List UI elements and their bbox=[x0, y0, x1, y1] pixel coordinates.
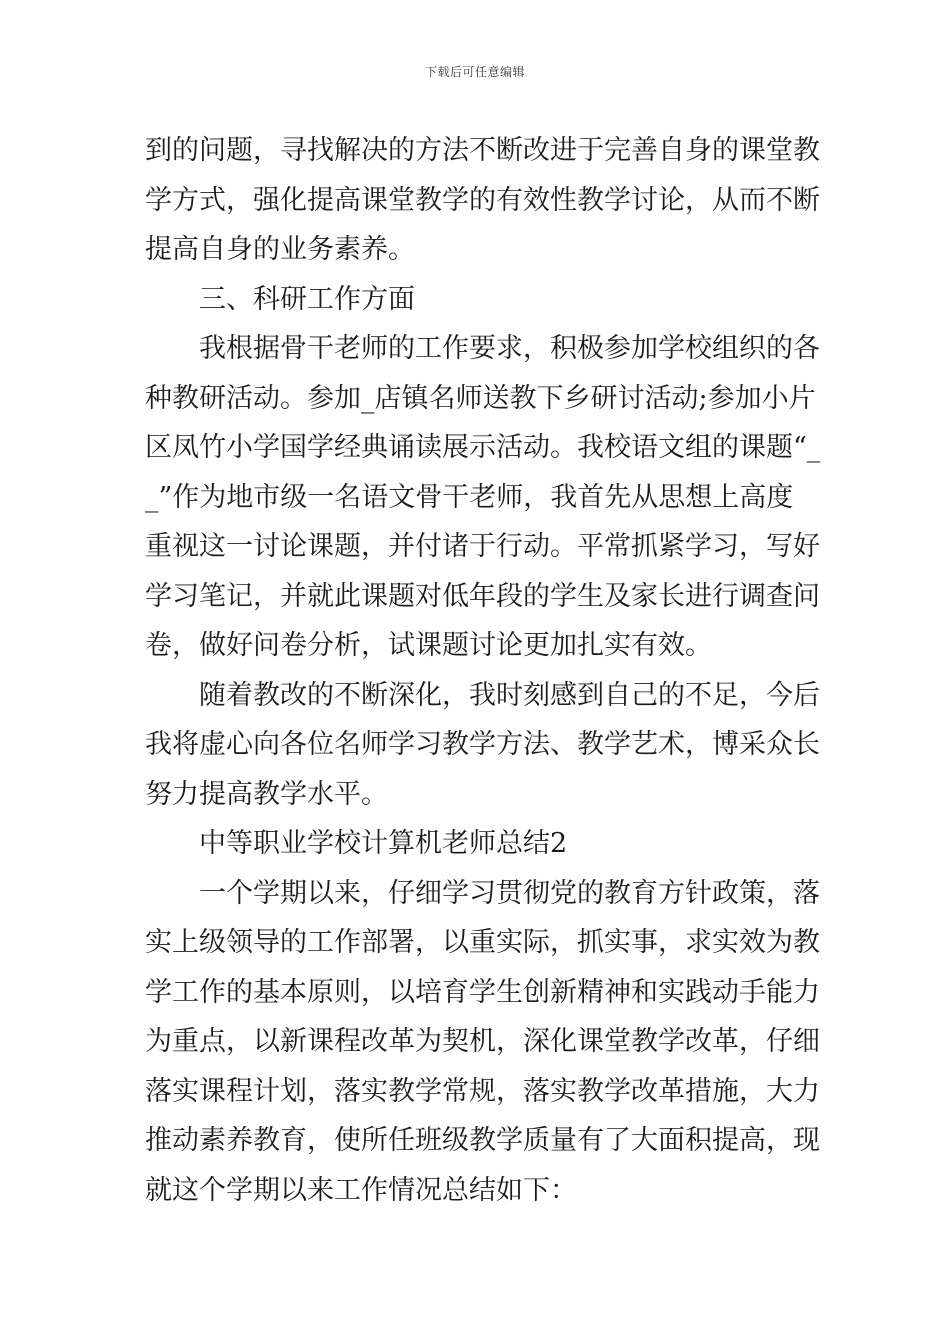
section-title: 中等职业学校计算机老师总结2 bbox=[199, 828, 568, 859]
page-header: 下载后可任意编辑 bbox=[424, 65, 525, 79]
text-line: 学方式，强化提高课堂教学的有效性教学讨论，从而不断 bbox=[145, 184, 820, 216]
text-line: 实上级领导的工作部署，以重实际，抓实事，求实效为教 bbox=[145, 927, 820, 958]
text-line: 到的问题，寻找解决的方法不断改进于完善自身的课堂教 bbox=[145, 135, 820, 166]
text-line: 区凤竹小学国学经典诵读展示活动。我校语文组的课题“_ bbox=[145, 432, 821, 463]
text-line: _”作为地市级一名语文骨干老师，我首先从思想上高度 bbox=[145, 481, 794, 513]
text-line: 就这个学期以来工作情况总结如下： bbox=[145, 1174, 577, 1206]
text-line: 我根据骨干老师的工作要求，积极参加学校组织的各 bbox=[199, 333, 820, 364]
text-line: 重视这一讨论课题，并付诸于行动。平常抓紧学习，写好 bbox=[145, 531, 820, 562]
text-line: 种教研活动。参加_店镇名师送教下乡研讨活动;参加小片 bbox=[145, 382, 816, 414]
text-line: 卷，做好问卷分析，试课题讨论更加扎实有效。 bbox=[145, 630, 712, 661]
text-line: 落实课程计划，落实教学常规，落实教学改革措施，大力 bbox=[145, 1075, 820, 1107]
document-body bbox=[145, 126, 821, 1215]
text-line: 推动素养教育，使所任班级教学质量有了大面积提高，现 bbox=[145, 1125, 820, 1156]
text-line: 提高自身的业务素养。 bbox=[145, 234, 415, 265]
text-line: 随着教改的不断深化，我时刻感到自己的不足，今后 bbox=[199, 679, 820, 711]
text-line: 为重点，以新课程改革为契机，深化课堂教学改革，仔细 bbox=[145, 1026, 820, 1057]
text-line: 学习笔记，并就此课题对低年段的学生及家长进行调查问 bbox=[145, 580, 820, 612]
text-line: 我将虚心向各位名师学习教学方法、教学艺术，博采众长 bbox=[145, 729, 820, 760]
text-line: 学工作的基本原则，以培育学生创新精神和实践动手能力 bbox=[145, 976, 820, 1008]
text-line: 努力提高教学水平。 bbox=[145, 778, 388, 810]
text-line: 一个学期以来，仔细学习贯彻党的教育方针政策，落 bbox=[199, 877, 820, 909]
section-heading: 三、科研工作方面 bbox=[199, 283, 415, 315]
